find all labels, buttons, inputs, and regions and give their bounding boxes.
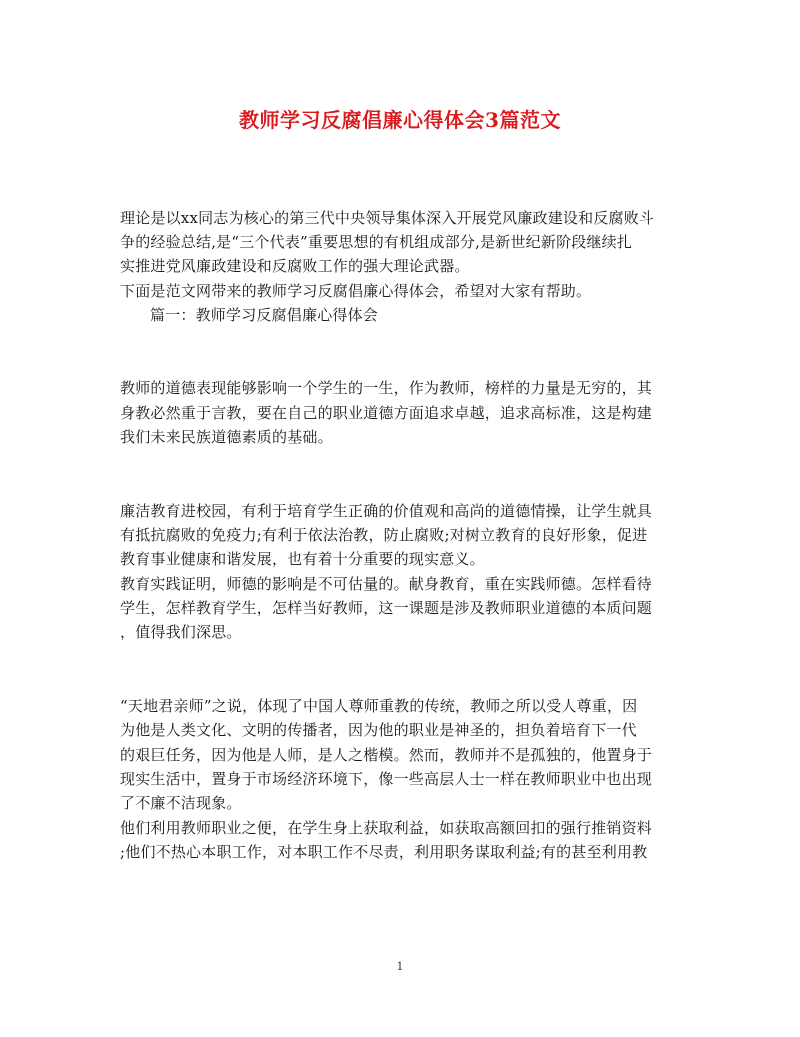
- body-line: 有抵抗腐败的免疫力;有利于依法治教，防止腐败;对树立教育的良好形象，促进: [120, 526, 648, 544]
- body-line: 争的经验总结,是“三个代表”重要思想的有机组成部分,是新世纪新阶段继续扎: [120, 233, 633, 251]
- body-line: 了不廉不洁现象。: [120, 794, 242, 812]
- body-line: 下面是范文网带来的教师学习反腐倡廉心得体会，希望对大家有帮助。: [120, 282, 592, 300]
- body-line: 实推进党风廉政建设和反腐败工作的强大理论武器。: [120, 257, 470, 275]
- body-line: 教师的道德表现能够影响一个学生的一生，作为教师，榜样的力量是无穷的，其: [120, 379, 653, 397]
- body-line: 我们未来民族道德素质的基础。: [120, 428, 333, 446]
- body-line: “天地君亲师”之说，体现了中国人尊师重教的传统，教师之所以受人尊重，因: [120, 697, 638, 715]
- body-line: 的艰巨任务，因为他是人师，是人之楷模。然而，教师并不是孤独的，他置身于: [120, 746, 653, 764]
- section-heading: 篇一：教师学习反腐倡廉心得体会: [150, 306, 379, 324]
- body-line: 学生，怎样教育学生，怎样当好教师，这一课题是涉及教师职业道德的本质问题: [120, 599, 653, 617]
- body-line: 理论是以xx同志为核心的第三代中央领导集体深入开展党风廉政建设和反腐败斗: [120, 209, 655, 227]
- body-line: 现实生活中，置身于市场经济环境下，像一些高层人士一样在教师职业中也出现: [120, 770, 653, 788]
- body-line: 教育实践证明，师德的影响是不可估量的。献身教育，重在实践师德。怎样看待: [120, 575, 653, 593]
- body-line: ，值得我们深思。: [120, 623, 242, 641]
- body-line: 身教必然重于言教，要在自己的职业道德方面追求卓越，追求高标准，这是构建: [120, 404, 653, 422]
- body-line: 廉洁教育进校园，有利于培育学生正确的价值观和高尚的道德情操，让学生就具: [120, 502, 653, 520]
- body-line: 教育事业健康和谐发展，也有着十分重要的现实意义。: [120, 550, 485, 568]
- page-number: 1: [396, 960, 404, 973]
- body-line: ;他们不热心本职工作，对本职工作不尽责，利用职务谋取利益;有的甚至利用教: [120, 843, 648, 861]
- page-title: 教师学习反腐倡廉心得体会3篇范文: [239, 108, 561, 132]
- body-line: 为他是人类文化、文明的传播者，因为他的职业是神圣的，担负着培育下一代: [120, 721, 637, 739]
- body-line: 他们利用教师职业之便，在学生身上获取利益，如获取高额回扣的强行推销资料: [120, 819, 653, 837]
